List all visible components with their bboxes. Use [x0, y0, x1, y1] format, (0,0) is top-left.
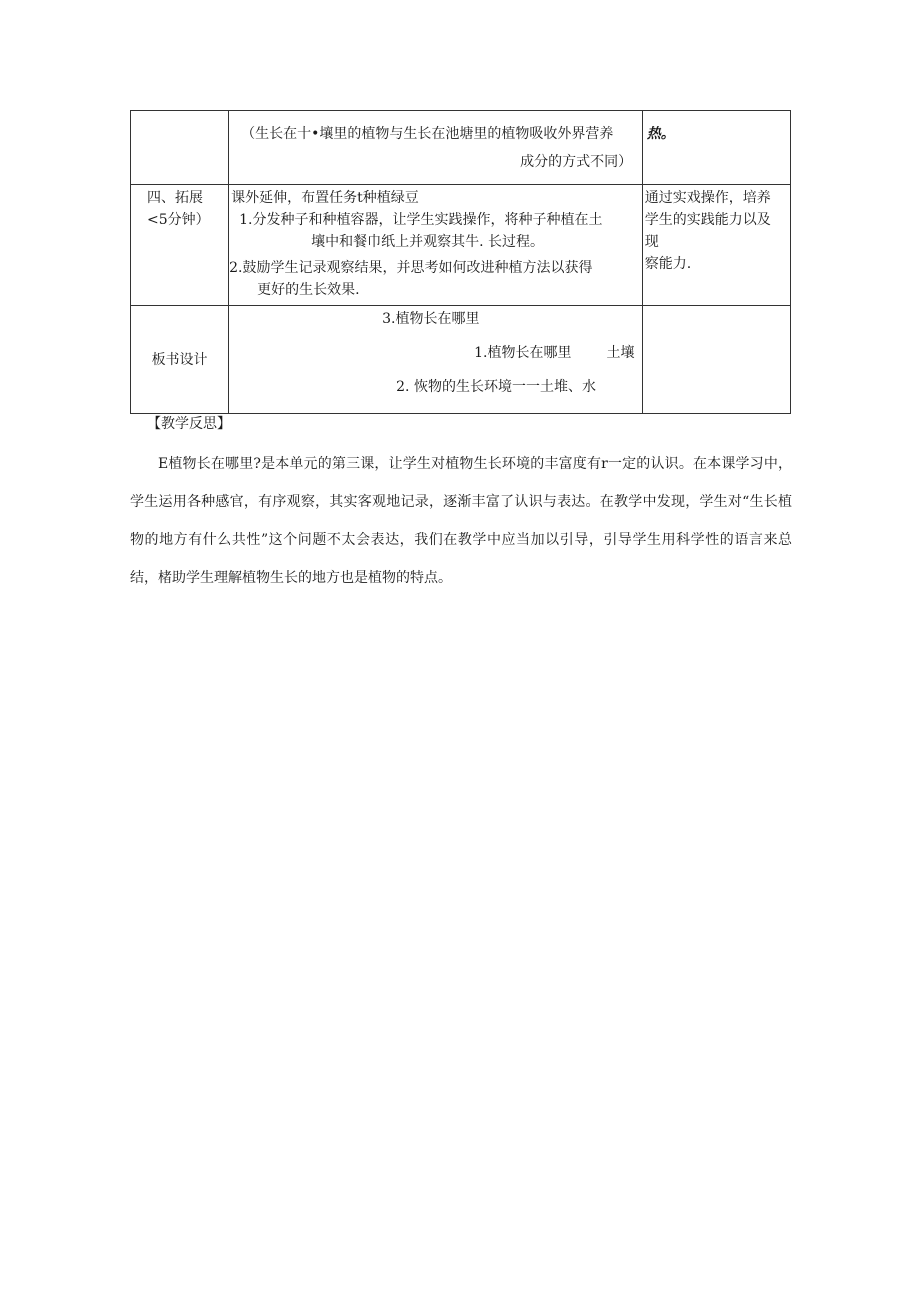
stage-cell [131, 185, 229, 306]
board-line [229, 330, 642, 364]
board-design-cell [229, 306, 643, 414]
stage-cell [131, 111, 229, 185]
content-line: 2.鼓励学生记录观察结果，并思考如何改进种植方法以获得 [229, 260, 593, 276]
content-line: 壤中和餐巾纸上并观察其牛. 长过程。 [311, 234, 545, 250]
content-line: 成分的方式不同） [520, 154, 633, 170]
board-line: 2. 恢物的生长环境一一土堆、水 [396, 379, 596, 395]
reflection-paragraph: E植物长在哪里?是本单元的第三课，让学生对植物生长环境的丰富度有r一定的认识。在本课学习中，学生运用各种感官，有序观察，其实客观地记录，逐渐丰富了认识与表达。在教学中发现，学生对“生长植物的地方有什么共性”这个问题不太会表达，我们在教学中应当加以引导，引导学生用科学性的语言来总结，楮助学生理解植物生长的地方也是植物的特点。 [130, 456, 792, 586]
board-title: 3.植物长在哪里 [382, 311, 480, 327]
stage-time: <5分钟） [147, 212, 210, 228]
reflection-heading: 【教学反思】 [147, 416, 231, 432]
board-design-label: 板书设计 [151, 351, 208, 368]
table-row [131, 185, 791, 306]
board-line-right: 土壤 [606, 345, 635, 361]
content-line: 更好的生长效果. [257, 282, 360, 298]
board-design-label-cell [131, 306, 229, 414]
board-line-left: 1.植物长在哪里 [474, 345, 572, 361]
note-line: 现 [644, 234, 659, 250]
note-cell [642, 306, 790, 414]
note-cell [642, 111, 790, 185]
note-text: 热。 [646, 126, 675, 142]
note-cell [642, 185, 790, 306]
note-line: 学生的实践能力以及 [644, 212, 771, 228]
table-row [131, 306, 791, 414]
content-line: 课外延伸，布置任务t种植绿豆 [231, 190, 419, 206]
content-cell [229, 185, 643, 306]
content-line: （生长在十•壤里的植物与生长在池塘里的植物吸收外界营养 [241, 126, 614, 142]
note-line: 察能力. [644, 256, 692, 272]
lesson-plan-table [130, 110, 791, 414]
table-row [131, 111, 791, 185]
content-cell [229, 111, 643, 185]
stage-label: 四、拓展 [147, 190, 203, 206]
content-line: 1.分发种子和种植容器，让学生实践操作，将种子种植在土 [239, 212, 603, 228]
note-line: 通过实戏操作，培养 [644, 190, 771, 206]
